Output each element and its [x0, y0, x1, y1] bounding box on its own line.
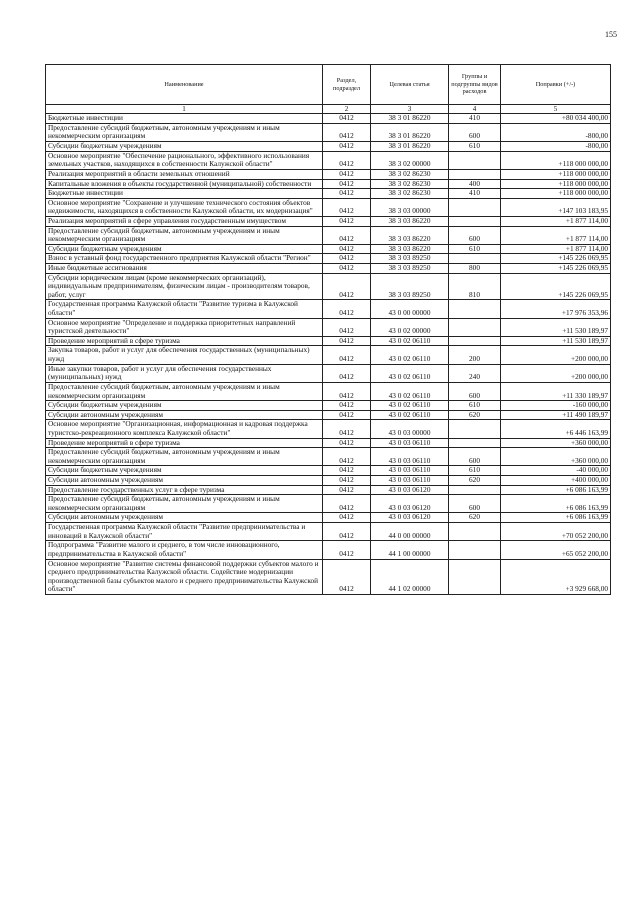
table-row — [46, 300, 611, 318]
row-amendment: +6 086 163,99 — [501, 485, 611, 495]
row-name: Закупка товаров, работ и услуг для обеспечения государственных (муниципальных) нужд — [46, 346, 323, 364]
header-row — [46, 65, 611, 105]
row-amendment: +118 000 000,00 — [501, 151, 611, 169]
row-target: 38 3 01 86220 — [371, 114, 449, 124]
table-row — [46, 179, 611, 189]
row-group: 600 — [449, 123, 501, 141]
row-name: Предоставление субсидий бюджетным, автономным учреждениям и иным некоммерческим организациям — [46, 448, 323, 466]
row-section: 0412 — [323, 466, 371, 476]
row-section: 0412 — [323, 559, 371, 594]
table-row — [46, 420, 611, 438]
table-row — [46, 151, 611, 169]
row-amendment: +360 000,00 — [501, 448, 611, 466]
row-target: 38 3 03 00000 — [371, 198, 449, 216]
row-target: 43 0 02 06110 — [371, 336, 449, 346]
row-section: 0412 — [323, 476, 371, 486]
header-target: Целевая статья — [371, 65, 449, 105]
row-section: 0412 — [323, 244, 371, 254]
row-section: 0412 — [323, 169, 371, 179]
row-name: Основное мероприятие "Обеспечение рационального, эффективного использования земельных участков, находящихся в собственности Калужской области" — [46, 151, 323, 169]
row-name: Реализация мероприятий в сфере управления государственным имуществом — [46, 216, 323, 226]
row-group: 610 — [449, 466, 501, 476]
row-amendment: +200 000,00 — [501, 364, 611, 382]
row-target: 38 3 03 89250 — [371, 254, 449, 264]
row-target: 38 3 03 86220 — [371, 226, 449, 244]
row-section: 0412 — [323, 401, 371, 411]
row-group — [449, 420, 501, 438]
table-row — [46, 448, 611, 466]
row-amendment: +118 000 000,00 — [501, 179, 611, 189]
row-section: 0412 — [323, 485, 371, 495]
row-target: 43 0 02 06110 — [371, 401, 449, 411]
row-target: 43 0 03 06110 — [371, 476, 449, 486]
row-amendment: +1 877 114,00 — [501, 216, 611, 226]
row-name: Государственная программа Калужской области "Развитие туризма в Калужской области" — [46, 300, 323, 318]
row-group — [449, 198, 501, 216]
row-group: 200 — [449, 346, 501, 364]
row-group: 610 — [449, 401, 501, 411]
row-amendment: -800,00 — [501, 123, 611, 141]
row-section: 0412 — [323, 151, 371, 169]
table-row — [46, 364, 611, 382]
row-amendment: +6 086 163,99 — [501, 513, 611, 523]
row-section: 0412 — [323, 318, 371, 336]
row-group: 410 — [449, 189, 501, 199]
row-amendment: +200 000,00 — [501, 346, 611, 364]
row-section: 0412 — [323, 336, 371, 346]
row-target: 43 0 03 06120 — [371, 495, 449, 513]
row-target: 38 3 03 86220 — [371, 244, 449, 254]
row-name: Проведение мероприятий в сфере туризма — [46, 336, 323, 346]
row-target: 44 1 02 00000 — [371, 559, 449, 594]
row-group — [449, 318, 501, 336]
table-row — [46, 466, 611, 476]
table-row — [46, 254, 611, 264]
header-group: Группы и подгруппы видов расходов — [449, 65, 501, 105]
row-name: Реализация мероприятий в области земельных отношений — [46, 169, 323, 179]
header-amendment: Поправки (+/-) — [501, 65, 611, 105]
row-name: Субсидии автономным учреждениям — [46, 410, 323, 420]
row-section: 0412 — [323, 264, 371, 274]
budget-table — [45, 64, 611, 595]
row-section: 0412 — [323, 123, 371, 141]
row-name: Проведение мероприятий в сфере туризма — [46, 438, 323, 448]
row-section: 0412 — [323, 273, 371, 300]
row-section: 0412 — [323, 541, 371, 559]
row-name: Основное мероприятие "Развитие системы финансовой поддержки субъектов малого и среднего предпринимательства Калужской области. Содействие модернизации производственной базы субъектов малого и среднего предпринимательства Калужской области" — [46, 559, 323, 594]
row-name: Иные закупки товаров, работ и услуг для обеспечения государственных (муниципальных) нужд — [46, 364, 323, 382]
row-group — [449, 541, 501, 559]
table-row — [46, 336, 611, 346]
row-group — [449, 438, 501, 448]
table-row — [46, 485, 611, 495]
table-row — [46, 273, 611, 300]
row-group — [449, 336, 501, 346]
column-number-row — [46, 105, 611, 114]
row-name: Субсидии автономным учреждениям — [46, 513, 323, 523]
row-amendment: +1 877 114,00 — [501, 226, 611, 244]
row-target: 43 0 03 00000 — [371, 420, 449, 438]
row-target: 44 1 00 00000 — [371, 541, 449, 559]
row-group: 600 — [449, 495, 501, 513]
row-amendment: -160 000,00 — [501, 401, 611, 411]
row-target: 43 0 03 06120 — [371, 485, 449, 495]
row-amendment: +11 330 189,97 — [501, 382, 611, 400]
header-section: Раздел, подраздел — [323, 65, 371, 105]
row-group — [449, 300, 501, 318]
row-target: 38 3 02 86230 — [371, 169, 449, 179]
row-section: 0412 — [323, 420, 371, 438]
row-amendment: +11 530 189,97 — [501, 318, 611, 336]
row-section: 0412 — [323, 189, 371, 199]
row-section: 0412 — [323, 410, 371, 420]
row-amendment: +17 976 353,96 — [501, 300, 611, 318]
row-section: 0412 — [323, 198, 371, 216]
table-row — [46, 264, 611, 274]
row-amendment: +1 877 114,00 — [501, 244, 611, 254]
row-section: 0412 — [323, 438, 371, 448]
row-group: 600 — [449, 226, 501, 244]
row-target: 38 3 01 86220 — [371, 142, 449, 152]
row-target: 38 3 03 89250 — [371, 273, 449, 300]
row-target: 38 3 03 89250 — [371, 264, 449, 274]
row-group — [449, 216, 501, 226]
row-section: 0412 — [323, 226, 371, 244]
row-target: 38 3 01 86220 — [371, 123, 449, 141]
page-number: 155 — [605, 30, 617, 39]
row-section: 0412 — [323, 346, 371, 364]
row-target: 43 0 02 06110 — [371, 410, 449, 420]
column-number: 4 — [449, 105, 501, 114]
row-name: Субсидии бюджетным учреждениям — [46, 244, 323, 254]
row-amendment: +3 929 668,00 — [501, 559, 611, 594]
row-amendment: +80 034 400,00 — [501, 114, 611, 124]
table-row — [46, 559, 611, 594]
table-row — [46, 114, 611, 124]
row-target: 43 0 03 06110 — [371, 466, 449, 476]
table-row — [46, 142, 611, 152]
row-name: Бюджетные инвестиции — [46, 189, 323, 199]
row-amendment: +145 226 069,95 — [501, 264, 611, 274]
row-target: 43 0 02 06110 — [371, 364, 449, 382]
row-name: Субсидии автономным учреждениям — [46, 476, 323, 486]
row-name: Основное мероприятие "Организационная, информационная и кадровая поддержка туристско-рекреационного комплекса Калужской области" — [46, 420, 323, 438]
table-row — [46, 513, 611, 523]
table-row — [46, 123, 611, 141]
table-row — [46, 198, 611, 216]
row-amendment: +147 103 183,95 — [501, 198, 611, 216]
row-amendment: +145 226 069,95 — [501, 273, 611, 300]
column-number: 2 — [323, 105, 371, 114]
column-number: 1 — [46, 105, 323, 114]
row-section: 0412 — [323, 216, 371, 226]
table-row — [46, 346, 611, 364]
row-amendment: +6 086 163,99 — [501, 495, 611, 513]
row-group: 240 — [449, 364, 501, 382]
row-name: Субсидии бюджетным учреждениям — [46, 466, 323, 476]
row-target: 38 3 02 86230 — [371, 179, 449, 189]
row-name: Предоставление субсидий бюджетным, автономным учреждениям и иным некоммерческим организациям — [46, 226, 323, 244]
row-target: 38 3 02 00000 — [371, 151, 449, 169]
row-group: 620 — [449, 410, 501, 420]
row-target: 38 3 03 86220 — [371, 216, 449, 226]
row-amendment: +11 530 189,97 — [501, 336, 611, 346]
table-row — [46, 189, 611, 199]
header-name: Наименование — [46, 65, 323, 105]
row-group: 610 — [449, 142, 501, 152]
row-section: 0412 — [323, 382, 371, 400]
table-row — [46, 216, 611, 226]
row-group — [449, 169, 501, 179]
row-section: 0412 — [323, 364, 371, 382]
column-number: 5 — [501, 105, 611, 114]
row-group: 600 — [449, 382, 501, 400]
row-name: Субсидии юридическим лицам (кроме некоммерческих организаций), индивидуальным предпринимателям, физическим лицам - производителям товаров, работ, услуг — [46, 273, 323, 300]
row-target: 43 0 03 06120 — [371, 513, 449, 523]
row-group — [449, 151, 501, 169]
row-section: 0412 — [323, 513, 371, 523]
row-section: 0412 — [323, 495, 371, 513]
row-target: 43 0 02 06110 — [371, 346, 449, 364]
row-name: Иные бюджетные ассигнования — [46, 264, 323, 274]
row-name: Предоставление субсидий бюджетным, автономным учреждениям и иным некоммерческим организациям — [46, 123, 323, 141]
row-group — [449, 523, 501, 541]
row-name: Предоставление субсидий бюджетным, автономным учреждениям и иным некоммерческим организациям — [46, 382, 323, 400]
row-amendment: +11 490 189,97 — [501, 410, 611, 420]
row-amendment: +70 052 200,00 — [501, 523, 611, 541]
table-row — [46, 401, 611, 411]
row-amendment: +65 052 200,00 — [501, 541, 611, 559]
row-name: Предоставление субсидий бюджетным, автономным учреждениям и иным некоммерческим организациям — [46, 495, 323, 513]
row-amendment: +118 000 000,00 — [501, 169, 611, 179]
table-row — [46, 169, 611, 179]
table-row — [46, 495, 611, 513]
row-group: 610 — [449, 244, 501, 254]
row-name: Взнос в уставный фонд государственного предприятия Калужской области "Регион" — [46, 254, 323, 264]
row-target: 44 0 00 00000 — [371, 523, 449, 541]
row-group: 620 — [449, 476, 501, 486]
table-row — [46, 226, 611, 244]
row-target: 43 0 03 06110 — [371, 438, 449, 448]
row-group: 410 — [449, 114, 501, 124]
row-name: Подпрограмма "Развитие малого и среднего, в том числе инновационного, предпринимательства в Калужской области" — [46, 541, 323, 559]
row-name: Субсидии бюджетным учреждениям — [46, 142, 323, 152]
row-section: 0412 — [323, 179, 371, 189]
table-row — [46, 438, 611, 448]
row-amendment: +118 000 000,00 — [501, 189, 611, 199]
row-group: 810 — [449, 273, 501, 300]
row-name: Предоставление государственных услуг в сфере туризма — [46, 485, 323, 495]
row-name: Основное мероприятие "Сохранение и улучшение технического состояния объектов недвижимости, находящихся в собственности Калужской области, их модернизация" — [46, 198, 323, 216]
row-section: 0412 — [323, 448, 371, 466]
row-group — [449, 254, 501, 264]
row-section: 0412 — [323, 254, 371, 264]
row-name: Государственная программа Калужской области "Развитие предпринимательства и инноваций в Калужской области" — [46, 523, 323, 541]
row-group: 600 — [449, 448, 501, 466]
table-row — [46, 541, 611, 559]
table-row — [46, 244, 611, 254]
table-row — [46, 410, 611, 420]
row-name: Субсидии бюджетным учреждениям — [46, 401, 323, 411]
row-group: 400 — [449, 179, 501, 189]
row-group — [449, 485, 501, 495]
row-target: 43 0 02 00000 — [371, 318, 449, 336]
row-amendment: -40 000,00 — [501, 466, 611, 476]
row-amendment: +145 226 069,95 — [501, 254, 611, 264]
row-amendment: -800,00 — [501, 142, 611, 152]
row-section: 0412 — [323, 142, 371, 152]
row-group — [449, 559, 501, 594]
row-amendment: +360 000,00 — [501, 438, 611, 448]
row-section: 0412 — [323, 114, 371, 124]
row-target: 43 0 03 06110 — [371, 448, 449, 466]
row-name: Капитальные вложения в объекты государственной (муниципальной) собственности — [46, 179, 323, 189]
row-amendment: +6 446 163,99 — [501, 420, 611, 438]
table-row — [46, 318, 611, 336]
row-section: 0412 — [323, 300, 371, 318]
row-target: 43 0 02 06110 — [371, 382, 449, 400]
table-row — [46, 523, 611, 541]
table-row — [46, 382, 611, 400]
row-group: 800 — [449, 264, 501, 274]
row-section: 0412 — [323, 523, 371, 541]
column-number: 3 — [371, 105, 449, 114]
row-name: Основное мероприятие "Определение и поддержка приоритетных направлений туристской деятельности" — [46, 318, 323, 336]
table-row — [46, 476, 611, 486]
row-amendment: +400 000,00 — [501, 476, 611, 486]
row-target: 38 3 02 86230 — [371, 189, 449, 199]
row-name: Бюджетные инвестиции — [46, 114, 323, 124]
row-group: 620 — [449, 513, 501, 523]
row-target: 43 0 00 00000 — [371, 300, 449, 318]
